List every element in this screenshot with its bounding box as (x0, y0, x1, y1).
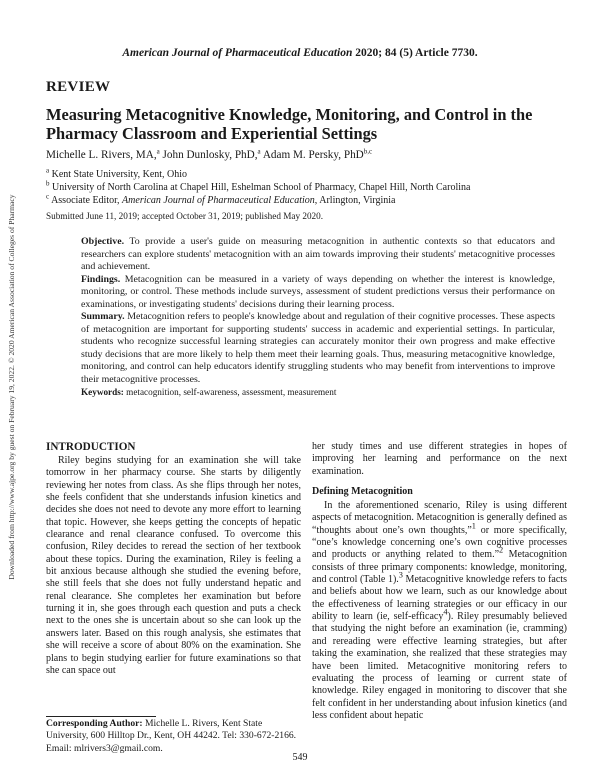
download-watermark: Downloaded from http://www.ajpe.org by guest on February 19, 2022. © 2020 American Association of Colleges of Pharmacy (7, 194, 16, 580)
section-label: REVIEW (46, 79, 111, 95)
author-name: John Dunlosky, PhD, (162, 149, 258, 161)
submission-dates: Submitted June 11, 2019; accepted October 31, 2019; published May 2020. (46, 211, 324, 221)
defining-paragraph (312, 500, 567, 722)
body-column-left (46, 441, 301, 677)
page-number: 549 (292, 752, 308, 763)
affil-mark: b (46, 179, 50, 188)
keywords-text: metacognition, self-awareness, assessment, measurement (126, 387, 337, 397)
journal-name: American Journal of Pharmaceutical Education (122, 47, 353, 59)
affil-journal-name: American Journal of Pharmaceutical Education (122, 195, 315, 206)
affiliation (46, 181, 470, 194)
affil-text: University of North Carolina at Chapel Hill, Eshelman School of Pharmacy, Chapel Hill, North Carolina (52, 182, 471, 193)
footnote-rule (46, 716, 156, 717)
keywords-label: Keywords: (81, 387, 124, 397)
abstract-findings (81, 274, 555, 312)
author-affil-mark: b,c (363, 147, 373, 156)
author-affil-mark: a (156, 147, 160, 156)
author-name: Adam M. Persky, PhD (262, 149, 364, 161)
defining-text: or more specifically, “one’s knowledge concerning one’s own cognitive processes and products or anything related to them.” (312, 524, 567, 561)
abstract (81, 236, 555, 399)
intro-paragraph: Riley begins studying for an examination she will take tomorrow in her pharmacy course. She starts by diligently reviewing her notes from class. As she flips through her notes, she feels confident that she understands infusion kinetics and decides she does not need to devote any more effort to learning that topic. However, she keeps getting the concepts of hepatic clearance and renal clearance confused. To overcome this confusion, Riley decides to reread the section of her textbook about these topics. During the examination, Riley is feeling a bit anxious because although she studied the evening before, she still feels that she does not fully understand hepatic and renal clearance. She completes her examination but before turning it in, she goes through each question and puts a check next to the ones she is uncertain about so she can look up the answers later. Based on this rough analysis, she estimates that she will receive a score of about 80% on the examination. She plans to begin studying earlier for future examinations so that she can space out (46, 455, 301, 676)
objective-text: To provide a user's guide on measuring metacognition in authentic contexts so that educators and researchers can explore students' metacognition with an aim towards improving their students' metacognitive processes and achievement. (81, 236, 555, 272)
affil-text-pre: Associate Editor, (51, 195, 123, 206)
corresponding-author (46, 718, 301, 755)
affil-text: Kent State University, Kent, Ohio (51, 169, 188, 180)
summary-text: Metacognition refers to people's knowledge about and regulation of their cognitive processes. These aspects of metacognition are important for supporting students' success in academic and experiential settings. In particular, students who recognize successful learning strategies can accurately monitor their own progress and make effective study decisions that are more likely to help them meet their learning goals. Thus, measuring metacognitive knowledge, monitoring, and control can help educators identify struggling students who may benefit from interventions to improve their metacognitive processes. (81, 311, 556, 385)
article-title: Measuring Metacognitive Knowledge, Monitoring, and Control in the Pharmacy Classroom and Experiential Settings (46, 105, 533, 143)
summary-label: Summary. (81, 311, 125, 322)
journal-citation: 2020; 84 (5) Article 7730. (355, 47, 478, 59)
corresponding-text: Michelle L. Rivers, Kent State University, 600 Hilltop Dr., Kent, OH 44242. Tel: 330-672-2166. Email: mlrivers3@gmail.com. (46, 718, 297, 754)
affil-text-post: , Arlington, Virginia (314, 195, 396, 206)
intro-heading: INTRODUCTION (46, 441, 136, 453)
citation-ref: 2 (499, 546, 504, 556)
affiliation (46, 168, 187, 181)
continued-paragraph: her study times and use different strategies in hopes of improving her learning and performance on the next examination. (312, 441, 567, 477)
findings-text: Metacognition can be measured in a variety of ways depending on whether the interest is knowledge, monitoring, or control. These methods include surveys, assessment of student predictions versus their performance on examinations, or investigating students' decisions during their learning process. (81, 273, 556, 310)
affil-mark: c (46, 192, 50, 201)
body-column-right (312, 441, 567, 722)
abstract-summary (81, 311, 555, 386)
author-name: Michelle L. Rivers, MA, (46, 149, 157, 161)
defining-heading: Defining Metacognition (312, 486, 413, 498)
affiliation (46, 194, 396, 207)
citation-ref: 1 (471, 521, 476, 531)
objective-label: Objective. (81, 236, 125, 247)
affil-mark: a (46, 166, 50, 175)
citation-ref: 3 (398, 570, 403, 580)
author-list (46, 149, 372, 161)
findings-label: Findings. (81, 273, 121, 285)
journal-header (60, 47, 540, 59)
defining-text: Metacognition consists of three primary components: knowledge, monitoring, and control (Table 1). (312, 549, 567, 586)
defining-text: ). Riley presumably believed that studying the night before an examination (ie, cramming) and rereading were effective learning strategies, but after taking the examination, she realized that these strategies may have been limited. Metacognitive monitoring refers to evaluating the process of learning or current state of knowledge. Riley engaged in monitoring to discover that she felt confident in her understanding about infusion kinetics (and less confident about hepatic (312, 611, 567, 721)
defining-text: Metacognitive knowledge refers to facts and beliefs about how we learn, such as our knowledge about the effectiveness of learning strategies or our efficacy in our ability to learn (ie, self-efficacy (312, 574, 567, 623)
abstract-objective (81, 236, 555, 274)
defining-text: In the aforementioned scenario, Riley is using different aspects of metacognition. Metacognition is generally defined as “thoughts about one’s own thoughts,” (312, 500, 567, 536)
abstract-keywords (81, 386, 555, 399)
author-affil-mark: a (257, 147, 261, 156)
corresponding-label: Corresponding Author: (46, 718, 143, 729)
citation-ref: 4 (443, 607, 448, 617)
